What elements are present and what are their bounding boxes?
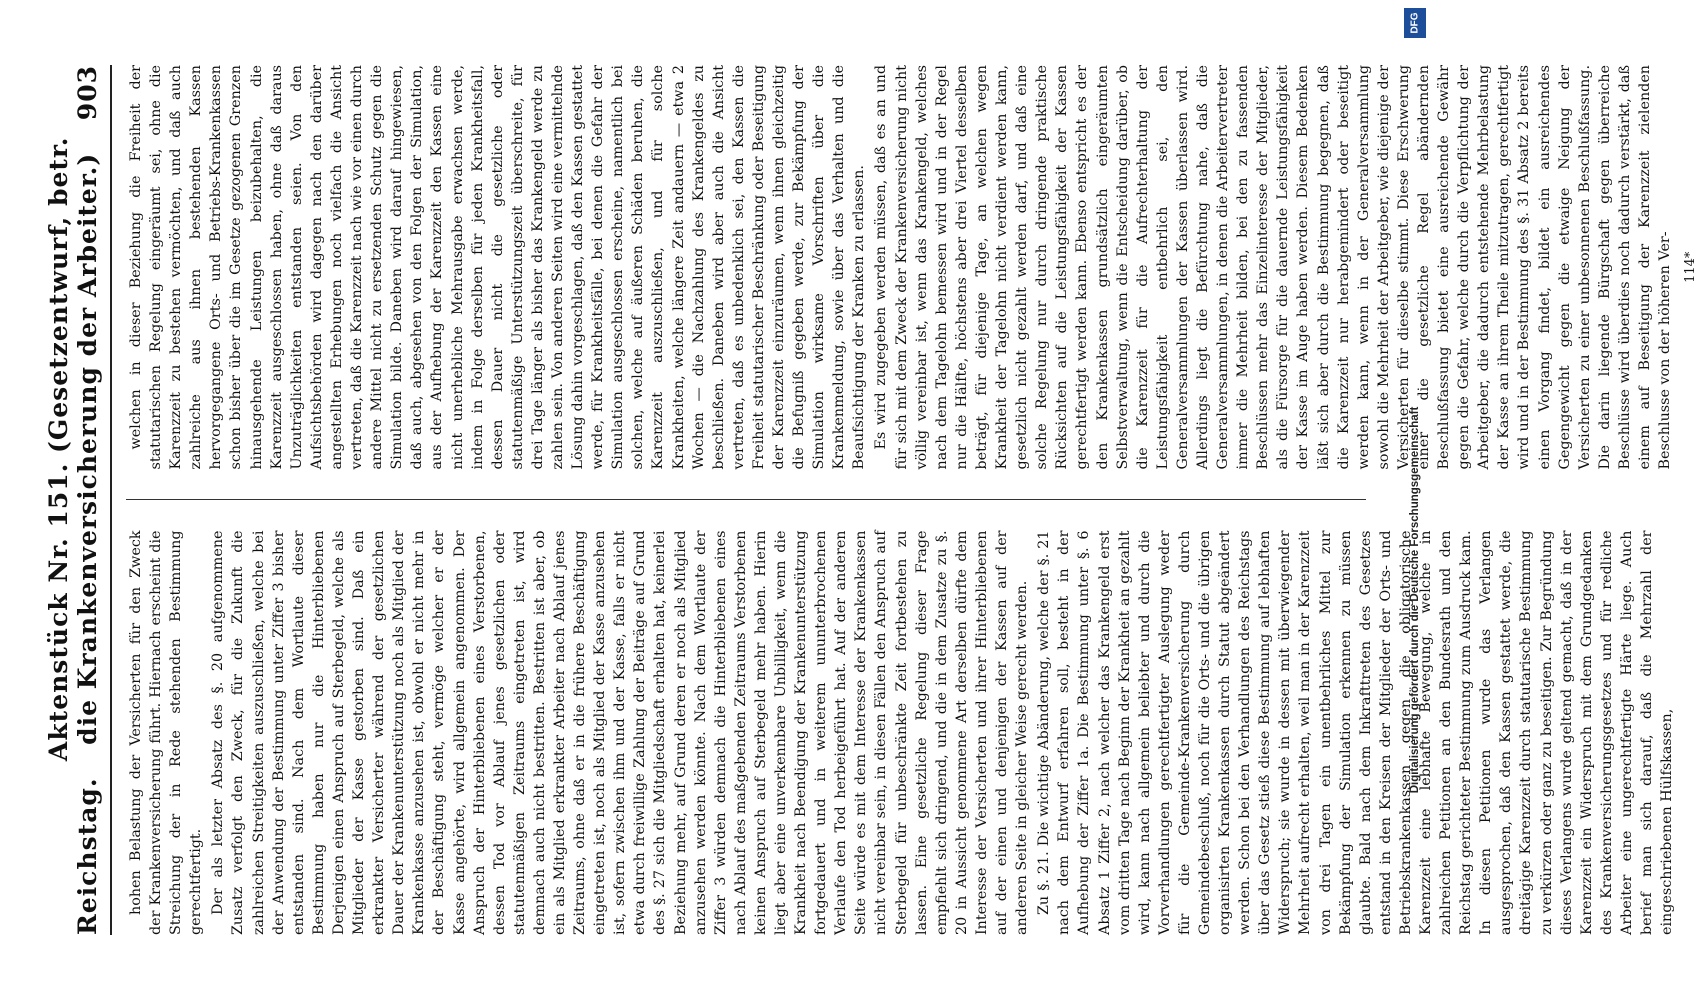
header-rule	[110, 65, 112, 935]
page-header	[44, 65, 102, 935]
paragraph: Es wird zugegeben werden müssen, daß es an und für sich mit dem Zweck der Krankenversicherung nicht völlig vereinbar ist, wenn das Krankengeld, welches nach dem Tagelohn bemessen wird und in der Regel nur die Hälfte, höchstens aber drei Viertel desselben beträgt, für diejenige Tage, an welchen wegen Krankheit der Tagelohn nicht verdient werden kann, gesetzlich nicht gezahlt werden darf, und daß eine solche Regelung nur durch dringende praktische Rücksichten auf die Leistungsfähigkeit der Kassen gerechtfertigt werden kann. Ebenso entspricht es der den Krankenkassen grundsätzlich eingeräumten Selbstverwaltung, wenn die Entscheidung darüber, ob die Karenzzeit für die Aufrechterhaltung der Leistungsfähigkeit entbehrlich sei, den Generalversammlungen der Kassen überlassen wird. Allerdings liegt die Befürchtung nahe, daß die Generalversammlungen, in denen die Arbeitervertreter immer die Mehrheit bilden, bei den zu fassenden Beschlüssen mehr das Einzelinteresse der Mitglieder, als die Fürsorge für die dauernde Leistungsfähigkeit der Kasse im Auge haben werden. Diesem Bedenken läßt sich aber durch die Bestimmung begegnen, daß die Karenzzeit nur herabgemindert oder beseitigt werden kann, wenn in der Generalversammlung sowohl die Mehrheit der Arbeitgeber, wie diejenige der Versicherten für dieselbe stimmt. Diese Erschwerung einer die gesetzliche Regel abändernden Beschlußfassung bietet eine ausreichende Gewähr gegen die Gefahr, welche durch die Verpflichtung der Arbeitgeber, die dadurch entstehende Mehrbelastung der Kasse an ihrem Theile mitzutragen, gerechtfertigt wird und in der Bestimmung des §. 31 Absatz 2 bereits einen Vorgang findet, bildet ein ausreichendes Gegengewicht gegen die etwaige Neigung der Versicherten zu einer unbesonnenen Beschlußfassung. Die darin liegende Bürgschaft gegen überreiche Beschlüsse wird überdies noch dadurch verstärkt, daß einem auf Beseitigung der Karenzzeit zielenden Beschlusse von der höheren Ver-	[873, 65, 1674, 470]
printer-signature: 114*	[1683, 251, 1699, 283]
header-left: Reichstag.	[73, 777, 102, 935]
page-number: 903	[73, 65, 102, 121]
column-right	[126, 65, 1699, 470]
column-divider	[126, 500, 1366, 501]
dfg-logo	[1404, 8, 1426, 38]
paragraph: Zu §. 21. Die wichtige Abänderung, welche der §. 21 nach dem Entwurf erfahren soll, besteht in der Aufhebung der Ziffer 1a. Die Bestimmung unter §. 6 Absatz 1 Ziffer 2, nach welcher das Krankengeld erst vom dritten Tage nach Beginn der Krankheit an gezahlt wird, kann nach allgemein beliebter und durch die Vorverhandlungen gerechtfertigter Auslegung weder für die Gemeinde-Krankenversicherung durch Gemeindebeschluß, noch für die Orts- und die übrigen organisirten Krankenkassen durch Statut abgeändert werden. Schon bei den Verhandlungen des Reichstags über das Gesetz stieß diese Bestimmung auf lebhaften Widerspruch; sie wurde in dessen mit überwiegender Mehrheit aufrecht erhalten, weil man in der Karenzzeit von drei Tagen ein unentbehrliches Mittel zur Bekämpfung der Simulation erkennen zu müssen glaubte. Bald nach dem Inkrafttreten des Gesetzes entstand in den Kreisen der Mitglieder der Orts- und Betriebskrankenkassen gegen die obligatorische Karenzzeit eine lebhafte Bewegung, welche in zahlreichen Petitionen an den Bundesrath und den Reichstag gerichteter Bestimmung zum Ausdruck kam. In diesen Petitionen wurde das Verlangen ausgesprochen, daß den Kassen gestattet werde, die dreitägige Karenzzeit durch statutarische Bestimmung zu verkürzen oder ganz zu beseitigen. Zur Begründung dieses Verlangens wurde geltend gemacht, daß in der Karenzzeit ein Widerspruch mit dem Grundgedanken des Krankenversicherungsgesetzes und für redliche Arbeiter eine ungerechtfertigte Härte liege. Auch berief man sich darauf, daß die Mehrzahl der eingeschriebenen Hülfskassen,	[1036, 530, 1676, 935]
digitization-credit-strip	[1398, 0, 1432, 1000]
paragraph: Der als letzter Absatz des §. 20 aufgenommene Zusatz verfolgt den Zweck, für die Zukunft die zahlreichen Streitigkeiten auszuschließen, welche bei der Anwendung der Bestimmung unter Ziffer 3 bisher entstanden sind. Nach dem Wortlaute dieser Bestimmung haben nur die Hinterbliebenen Derjenigen einen Anspruch auf Sterbegeld, welche als Mitglieder der Kasse gestorben sind. Daß ein erkrankter Versicherter während der gesetzlichen Dauer der Krankenunterstützung noch als Mitglied der Krankenkasse anzusehen ist, obwohl er nicht mehr in der Beschäftigung steht, vermöge welcher er der Kasse angehörte, wird allgemein angenommen. Der Anspruch der Hinterbliebenen eines Verstorbenen, dessen Tod vor Ablauf jenes gesetzlichen oder statutenmäßigen Zeitraums eingetreten ist, wird demnach auch nicht bestritten. Bestritten ist aber, ob ein als Mitglied erkrankter Arbeiter nach Ablauf jenes Zeitraums, ohne daß er in die frühere Beschäftigung eingetreten ist, noch als Mitglied der Kasse anzusehen ist, sofern zwischen ihm und der Kasse, falls er nicht etwa durch freiwillige Zahlung der Beiträge auf Grund des §. 27 sich die Mitgliedschaft erhalten hat, keinerlei Beziehung mehr, auf Grund deren er noch als Mitglied anzusehen werden könnte. Nach dem Wortlaute der Ziffer 3 würden demnach die Hinterbliebenen eines nach Ablauf des maßgebenden Zeitraums Verstorbenen keinen Anspruch auf Sterbegeld mehr haben. Hierin liegt aber eine unverkennbare Unbilligkeit, wenn die Krankheit nach Beendigung der Krankenunterstützung fortgedauert und in weiterem ununterbrochenen Verlaufe den Tod herbeigeführt hat. Auf der anderen Seite würde es mit dem Interesse der Krankenkassen nicht vereinbar sein, in diesen Fällen den Anspruch auf Sterbegeld für unbeschränkte Zeit fortbestehen zu lassen. Eine gesetzliche Regelung dieser Frage empfiehlt sich dringend, und die in dem Zusatze zu §. 20 in Aussicht genommene Art derselben dürfte dem Interesse der Versicherten und ihrer Hinterbliebenen auf der einen und denjenigen der Kassen auf der anderen Seite in gleicher Weise gerecht werden.	[210, 530, 1031, 935]
dfg-logo-text: DFG	[1409, 12, 1421, 34]
digitization-credit-text: Digitalisierung gefördert durch die Deutsche Forschungsgemeinschaft	[1409, 406, 1421, 794]
paragraph: welchen in dieser Beziehung die Freiheit der statutarischen Regelung eingeräumt sei, ohne die Karenzzeit zu bestehen vermöchten, und daß auch zahlreiche aus ihnen bestehenden Kassen hervorgegangene Orts- und Betriebs-Krankenkassen schon bisher über die im Gesetze gezogenen Grenzen hinausgehende Leistungen beizubehalten, die Karenzzeit ausgeschlossen haben, ohne daß daraus Unzuträglichkeiten entstanden seien. Von den Aufsichtsbehörden wird dagegen nach den darüber angestellten Erhebungen noch vielfach die Ansicht vertreten, daß die Karenzzeit nach wie vor einen durch andere Mittel nicht zu ersetzenden Schutz gegen die Simulation bilde. Daneben wird darauf hingewiesen, daß auch, abgesehen von den Folgen der Simulation, aus der Aufhebung der Karenzzeit den Kassen eine nicht unerhebliche Mehrausgabe erwachsen werde, indem in Folge derselben für jeden Krankheitsfall, dessen Dauer nicht die gesetzliche oder statutenmäßige Unterstützungszeit überschreite, für drei Tage länger als bisher das Krankengeld werde zu zahlen sein. Von anderen Seiten wird eine vermittelnde Lösung dahin vorgeschlagen, daß den Kassen gestattet werde, für Krankheitsfälle, bei denen die Gefahr der Simulation ausgeschlossen erscheine, namentlich bei solchen, welche auf äußeren Schäden beruhen, die Karenzzeit auszuschließen, und für solche Krankheiten, welche längere Zeit andauern — etwa 2 Wochen — die Nachzahlung des Krankengeldes zu beschließen. Daneben wird aber auch die Ansicht vertreten, daß es unbedenklich sei, den Kassen die Freiheit statutarischer Beschränkung oder Beseitigung der Karenzzeit einzuräumen, wenn ihnen gleichzeitig die Befugniß gegeben werde, zur Bekämpfung der Simulation wirksame Vorschriften über die Krankenmeldung, sowie über das Verhalten und die Beaufsichtigung der Kranken zu erlassen.	[128, 65, 868, 470]
paragraph: hohen Belastung der Versicherten für den Zweck der Krankenversicherung führt. Hiernach erscheint die Streichung der in Rede stehenden Bestimmung gerechtfertigt.	[128, 530, 205, 935]
header-title: Aktenstück Nr. 151. (Gesetzentwurf, betr. die Krankenversicherung der Arbeiter.)	[44, 136, 102, 762]
